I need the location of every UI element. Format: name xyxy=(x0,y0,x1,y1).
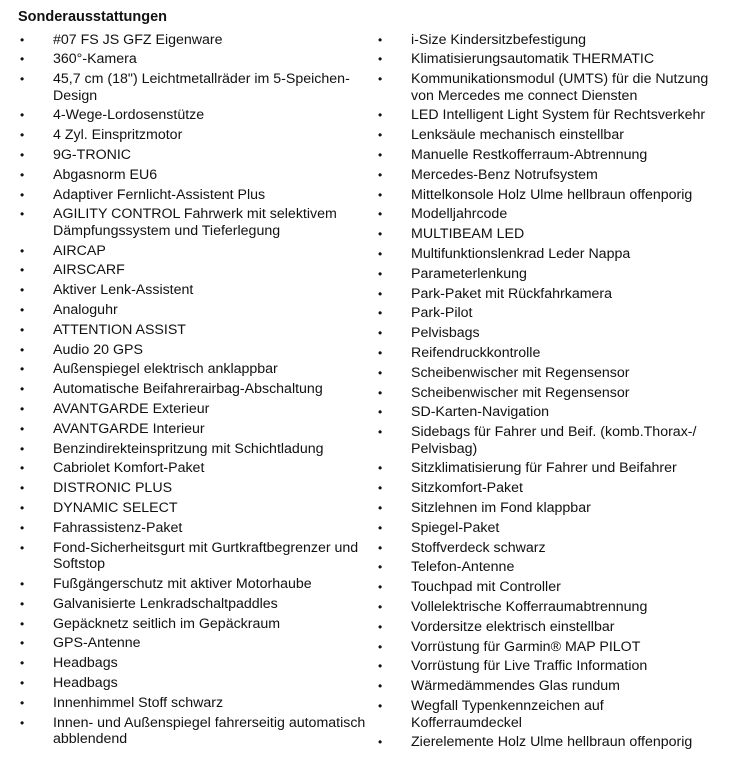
equipment-item xyxy=(18,614,376,634)
equipment-item-label: Telefon-Antenne xyxy=(411,559,515,576)
equipment-item xyxy=(376,578,716,598)
equipment-item xyxy=(376,106,716,126)
equipment-item xyxy=(376,558,716,578)
equipment-item xyxy=(18,30,376,50)
bullet-icon: • xyxy=(378,128,383,143)
equipment-item xyxy=(18,301,376,321)
bullet-icon: • xyxy=(378,461,383,476)
equipment-item xyxy=(376,264,716,284)
equipment-item xyxy=(18,50,376,70)
equipment-item-label: Vordersitze elektrisch einstellbar xyxy=(411,618,615,635)
bullet-icon: • xyxy=(20,402,25,417)
bullet-icon: • xyxy=(20,362,25,377)
equipment-item-label: Galvanisierte Lenkradschaltpaddles xyxy=(53,595,278,612)
equipment-item-label: 4 Zyl. Einspritzmotor xyxy=(53,127,183,144)
bullet-icon: • xyxy=(378,52,383,67)
equipment-item xyxy=(376,205,716,225)
equipment-item-label: AVANTGARDE Interieur xyxy=(53,420,205,437)
equipment-item xyxy=(18,499,376,519)
equipment-item-label: Headbags xyxy=(53,674,118,691)
equipment-item-label: DISTRONIC PLUS xyxy=(53,480,173,497)
bullet-icon: • xyxy=(378,600,383,615)
equipment-item xyxy=(376,403,716,423)
equipment-item xyxy=(18,241,376,261)
equipment-item xyxy=(376,284,716,304)
bullet-icon: • xyxy=(20,656,25,671)
equipment-item-label: LED Intelligent Light System für Rechtsverkehr xyxy=(411,107,706,124)
equipment-item-label: Gepäcknetz seitlich im Gepäckraum xyxy=(53,615,281,632)
bullet-icon: • xyxy=(378,560,383,575)
equipment-item-label: Fahrassistenz-Paket xyxy=(53,519,183,536)
bullet-icon: • xyxy=(378,108,383,123)
equipment-item xyxy=(18,574,376,594)
bullet-icon: • xyxy=(20,187,25,202)
equipment-item xyxy=(376,677,716,697)
bullet-icon: • xyxy=(378,405,383,420)
equipment-item xyxy=(18,126,376,146)
bullet-icon: • xyxy=(378,246,383,261)
equipment-item xyxy=(18,205,376,241)
equipment-item-label: Headbags xyxy=(53,655,118,672)
equipment-item xyxy=(376,324,716,344)
equipment-item xyxy=(376,697,716,733)
bullet-icon: • xyxy=(378,326,383,341)
bullet-icon: • xyxy=(20,501,25,516)
equipment-item xyxy=(18,693,376,713)
bullet-icon: • xyxy=(20,108,25,123)
equipment-item xyxy=(376,30,716,50)
equipment-item-label: i-Size Kindersitzbefestigung xyxy=(411,31,587,48)
equipment-item xyxy=(18,320,376,340)
bullet-icon: • xyxy=(378,699,383,713)
equipment-list-right xyxy=(376,30,716,753)
equipment-item-label: Pelvisbags xyxy=(411,325,480,342)
equipment-item xyxy=(376,70,716,106)
equipment-item xyxy=(376,459,716,479)
equipment-item-label: Vorrüstung für Live Traffic Information xyxy=(411,658,648,675)
bullet-icon: • xyxy=(378,425,383,440)
equipment-list-left xyxy=(18,30,376,753)
bullet-icon: • xyxy=(378,266,383,281)
bullet-icon: • xyxy=(20,382,25,397)
equipment-item-label: Vollelektrische Kofferraumabtrennung xyxy=(411,599,648,616)
equipment-item-label: Fond-Sicherheitsgurt mit Gurtkraftbegrenzer und Softstop xyxy=(53,539,359,573)
bullet-icon: • xyxy=(378,659,383,674)
bullet-icon: • xyxy=(20,52,25,67)
equipment-item-label: 4-Wege-Lordosenstütze xyxy=(53,107,205,124)
section-heading: Sonderausstattungen xyxy=(18,9,168,25)
bullet-icon: • xyxy=(378,639,383,654)
equipment-item-label: GPS-Antenne xyxy=(53,635,141,652)
equipment-item xyxy=(18,380,376,400)
equipment-item-label: Spiegel-Paket xyxy=(411,519,500,536)
equipment-item xyxy=(18,419,376,439)
equipment-item-label: DYNAMIC SELECT xyxy=(53,500,178,517)
bullet-icon: • xyxy=(20,715,25,730)
equipment-item-label: Zierelemente Holz Ulme hellbraun offenporig xyxy=(411,734,693,751)
equipment-item xyxy=(376,479,716,499)
equipment-item-label: Sitzkomfort-Paket xyxy=(411,480,523,497)
bullet-icon: • xyxy=(378,619,383,634)
bullet-icon: • xyxy=(378,72,383,87)
bullet-icon: • xyxy=(378,365,383,380)
equipment-item-label: Park-Pilot xyxy=(411,305,473,322)
equipment-item-label: Außenspiegel elektrisch anklappbar xyxy=(53,361,278,378)
bullet-icon: • xyxy=(20,167,25,182)
bullet-icon: • xyxy=(378,501,383,516)
equipment-item-label: Modelljahrcode xyxy=(411,206,508,223)
bullet-icon: • xyxy=(20,616,25,631)
equipment-item-label: Mittelkonsole Holz Ulme hellbraun offenporig xyxy=(411,186,693,203)
equipment-item-label: Cabriolet Komfort-Paket xyxy=(53,460,205,477)
equipment-item-label: Vorrüstung für Garmin® MAP PILOT xyxy=(411,638,641,655)
equipment-item-label: #07 FS JS GFZ Eigenware xyxy=(53,31,223,48)
bullet-icon: • xyxy=(378,187,383,202)
equipment-item-label: Park-Paket mit Rückfahrkamera xyxy=(411,285,613,302)
equipment-columns xyxy=(18,30,752,753)
equipment-item-label: AVANTGARDE Exterieur xyxy=(53,401,210,418)
bullet-icon: • xyxy=(20,283,25,298)
bullet-icon: • xyxy=(20,322,25,337)
equipment-item-label: Fußgängerschutz mit aktiver Motorhaube xyxy=(53,575,312,592)
equipment-item xyxy=(376,50,716,70)
equipment-item-label: Klimatisierungsautomatik THERMATIC xyxy=(411,51,655,68)
bullet-icon: • xyxy=(378,735,383,750)
equipment-item-label: Wegfall Typenkennzeichen auf Kofferraumdeckel xyxy=(411,698,604,731)
equipment-item-label: Adaptiver Fernlicht-Assistent Plus xyxy=(53,186,266,203)
equipment-item-label: Kommunikationsmodul (UMTS) für die Nutzung von Mercedes me connect Diensten xyxy=(411,71,709,104)
equipment-item xyxy=(18,281,376,301)
equipment-item-label: Analoguhr xyxy=(53,302,118,319)
bullet-icon: • xyxy=(20,32,25,47)
equipment-item xyxy=(376,538,716,558)
equipment-item-label: 9G-TRONIC xyxy=(53,146,132,163)
equipment-item-label: Sidebags für Fahrer und Beif. (komb.Thorax-/ Pelvisbag) xyxy=(411,424,697,457)
bullet-icon: • xyxy=(378,167,383,182)
equipment-item-label: Parameterlenkung xyxy=(411,265,527,282)
equipment-item xyxy=(376,598,716,618)
equipment-item-label: Reifendruckkontrolle xyxy=(411,344,541,361)
bullet-icon: • xyxy=(20,441,25,456)
equipment-item xyxy=(376,423,716,459)
equipment-item xyxy=(376,225,716,245)
equipment-item-label: Audio 20 GPS xyxy=(53,341,143,358)
equipment-item xyxy=(18,673,376,693)
equipment-item-label: Lenksäule mechanisch einstellbar xyxy=(411,127,624,144)
equipment-item xyxy=(376,304,716,324)
equipment-item xyxy=(18,145,376,165)
bullet-icon: • xyxy=(378,286,383,301)
bullet-icon: • xyxy=(378,345,383,360)
equipment-item xyxy=(376,499,716,519)
bullet-icon: • xyxy=(20,243,25,258)
equipment-item-label: Automatische Beifahrerairbag-Abschaltung xyxy=(53,381,323,398)
equipment-item xyxy=(18,518,376,538)
bullet-icon: • xyxy=(20,520,25,535)
equipment-item-label: Sitzlehnen im Fond klappbar xyxy=(411,500,591,517)
equipment-item xyxy=(18,400,376,420)
equipment-item xyxy=(376,518,716,538)
bullet-icon: • xyxy=(20,481,25,496)
equipment-item-label: Innenhimmel Stoff schwarz xyxy=(53,694,224,711)
equipment-item xyxy=(376,126,716,146)
bullet-icon: • xyxy=(20,303,25,318)
bullet-icon: • xyxy=(20,421,25,436)
equipment-item xyxy=(18,594,376,614)
equipment-item-label: Stoffverdeck schwarz xyxy=(411,539,546,556)
equipment-item xyxy=(18,261,376,281)
equipment-item xyxy=(18,340,376,360)
bullet-icon: • xyxy=(378,481,383,496)
bullet-icon: • xyxy=(20,596,25,611)
equipment-item xyxy=(18,479,376,499)
equipment-item xyxy=(18,654,376,674)
bullet-icon: • xyxy=(20,576,25,591)
equipment-item xyxy=(376,617,716,637)
equipment-item xyxy=(376,637,716,657)
bullet-icon: • xyxy=(378,520,383,535)
equipment-item xyxy=(18,185,376,205)
equipment-item xyxy=(376,657,716,677)
equipment-item xyxy=(18,70,376,106)
equipment-item xyxy=(376,185,716,205)
bullet-icon: • xyxy=(378,580,383,595)
equipment-item xyxy=(18,538,376,574)
bullet-icon: • xyxy=(378,385,383,400)
equipment-item xyxy=(18,439,376,459)
equipment-item-label: Wärmedämmendes Glas rundum xyxy=(411,678,620,695)
bullet-icon: • xyxy=(378,679,383,694)
equipment-item xyxy=(376,733,716,753)
bullet-icon: • xyxy=(20,461,25,476)
bullet-icon: • xyxy=(20,207,25,222)
bullet-icon: • xyxy=(378,147,383,162)
equipment-item-label: Manuelle Restkofferraum-Abtrennung xyxy=(411,146,648,163)
bullet-icon: • xyxy=(378,32,383,47)
bullet-icon: • xyxy=(20,147,25,162)
equipment-item-label: SD-Karten-Navigation xyxy=(411,404,549,421)
bullet-icon: • xyxy=(20,263,25,278)
bullet-icon: • xyxy=(20,540,25,555)
equipment-item-label: 45,7 cm (18") Leichtmetallräder im 5-Speichen-Design xyxy=(53,71,350,104)
bullet-icon: • xyxy=(378,306,383,321)
equipment-item xyxy=(376,383,716,403)
equipment-item-label: AIRSCARF xyxy=(53,262,125,279)
equipment-item-label: Benzindirekteinspritzung mit Schichtladung xyxy=(53,440,324,457)
equipment-item-label: MULTIBEAM LED xyxy=(411,226,525,243)
bullet-icon: • xyxy=(20,72,25,87)
equipment-item-label: Sitzklimatisierung für Fahrer und Beifahrer xyxy=(411,460,677,477)
bullet-icon: • xyxy=(20,695,25,710)
bullet-icon: • xyxy=(20,128,25,143)
equipment-item xyxy=(376,363,716,383)
equipment-item xyxy=(376,145,716,165)
equipment-item xyxy=(18,459,376,479)
equipment-item-label: Multifunktionslenkrad Leder Nappa xyxy=(411,245,631,262)
bullet-icon: • xyxy=(378,540,383,555)
equipment-item-label: Scheibenwischer mit Regensensor xyxy=(411,364,630,381)
equipment-item xyxy=(18,634,376,654)
equipment-item xyxy=(376,244,716,264)
equipment-item-label: Innen- und Außenspiegel fahrerseitig automatisch abblendend xyxy=(53,714,366,747)
equipment-item-label: 360°-Kamera xyxy=(53,51,137,68)
equipment-item-label: AGILITY CONTROL Fahrwerk mit selektivem Dämpfungssystem und Tieferlegung xyxy=(53,206,337,239)
equipment-item xyxy=(376,165,716,185)
equipment-item-label: AIRCAP xyxy=(53,242,106,259)
bullet-icon: • xyxy=(20,636,25,651)
equipment-item-label: Aktiver Lenk-Assistent xyxy=(53,282,194,299)
bullet-icon: • xyxy=(378,227,383,242)
equipment-item xyxy=(18,360,376,380)
bullet-icon: • xyxy=(20,342,25,357)
equipment-item xyxy=(18,713,376,749)
bullet-icon: • xyxy=(378,207,383,222)
equipment-item xyxy=(18,165,376,185)
equipment-item-label: Touchpad mit Controller xyxy=(411,579,561,596)
equipment-item-label: Mercedes-Benz Notrufsystem xyxy=(411,166,598,183)
equipment-item xyxy=(376,343,716,363)
equipment-item-label: Abgasnorm EU6 xyxy=(53,166,158,183)
equipment-item-label: Scheibenwischer mit Regensensor xyxy=(411,384,630,401)
equipment-item xyxy=(18,106,376,126)
equipment-item-label: ATTENTION ASSIST xyxy=(53,321,186,338)
bullet-icon: • xyxy=(20,675,25,690)
